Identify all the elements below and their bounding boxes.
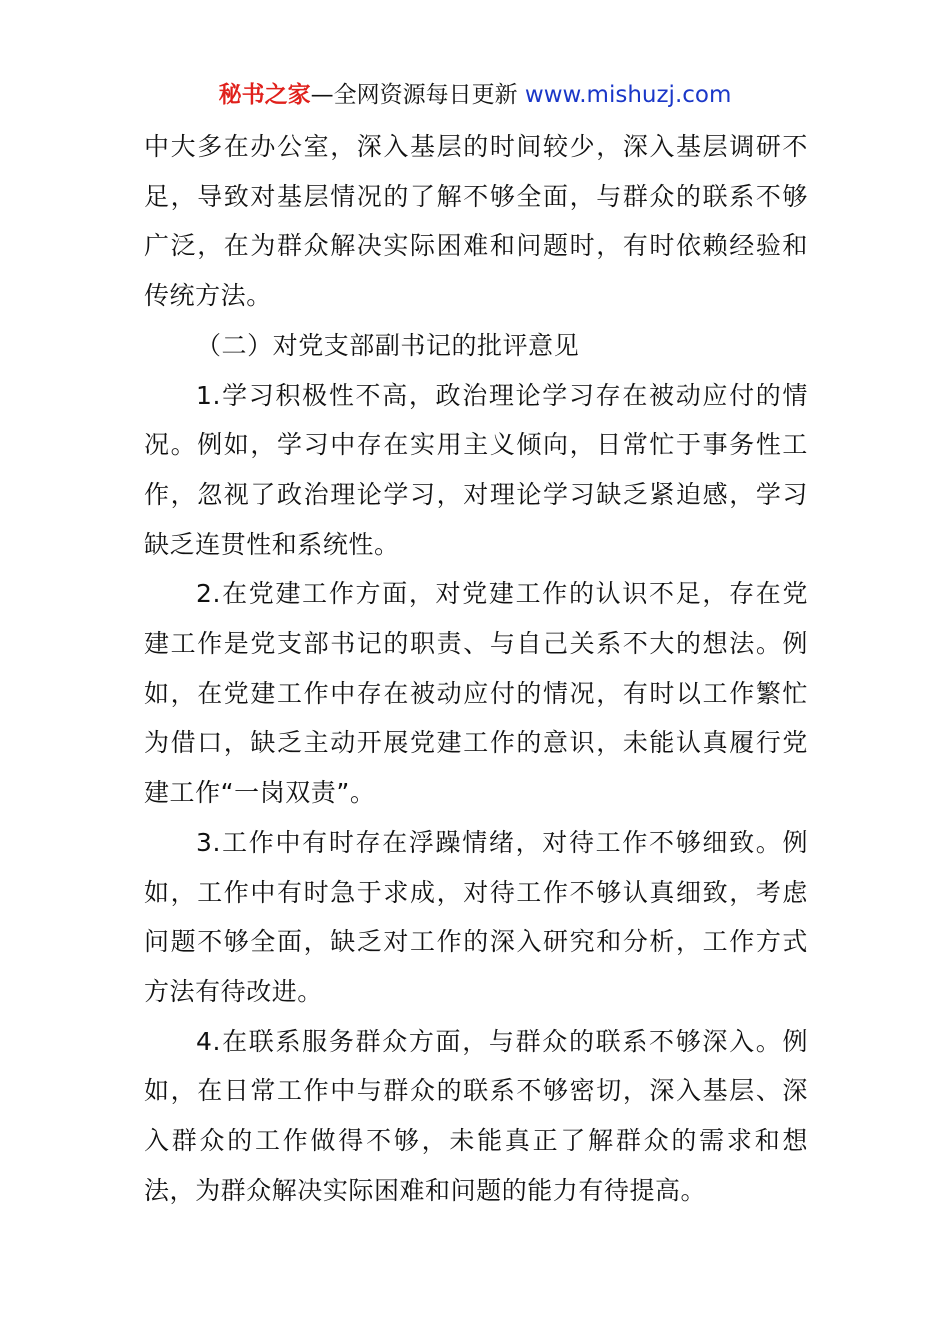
paragraph-continuation: 中大多在办公室，深入基层的时间较少，深入基层调研不足，导致对基层情况的了解不够全面，与群众的联系不够广泛，在为群众解决实际困难和问题时，有时依赖经验和传统方法。 [144,132,808,311]
section-heading: （二）对党支部副书记的批评意见 [196,330,580,360]
paragraph-item-1: 1.学习积极性不高，政治理论学习存在被动应付的情况。例如，学习中存在实用主义倾向，日常忙于事务性工作，忽视了政治理论学习，对理论学习缺乏紧迫感，学习缺乏连贯性和系统性。 [144,380,808,559]
brand-name: 秘书之家 [218,82,311,108]
header-tagline: —全网资源每日更新 [310,82,525,108]
paragraph-item-4: 4.在联系服务群众方面，与群众的联系不够深入。例如，在日常工作中与群众的联系不够密切，深入基层、深入群众的工作做得不够，未能真正了解群众的需求和想法，为群众解决实际困难和问题的能力有待提高。 [144,1026,808,1205]
paragraph-item-3: 3.工作中有时存在浮躁情绪，对待工作不够细致。例如，工作中有时急于求成，对待工作不够认真细致，考虑问题不够全面，缺乏对工作的深入研究和分析，工作方式方法有待改进。 [144,827,808,1006]
document-body [144,122,808,1215]
site-url: www.mishuzj.com [524,82,732,108]
paragraph-item-2: 2.在党建工作方面，对党建工作的认识不足，存在党建工作是党支部书记的职责、与自己关系不大的想法。例如，在党建工作中存在被动应付的情况，有时以工作繁忙为借口，缺乏主动开展党建工作的意识，未能认真履行党建工作“一岗双责”。 [144,579,808,808]
page-header [0,78,950,112]
